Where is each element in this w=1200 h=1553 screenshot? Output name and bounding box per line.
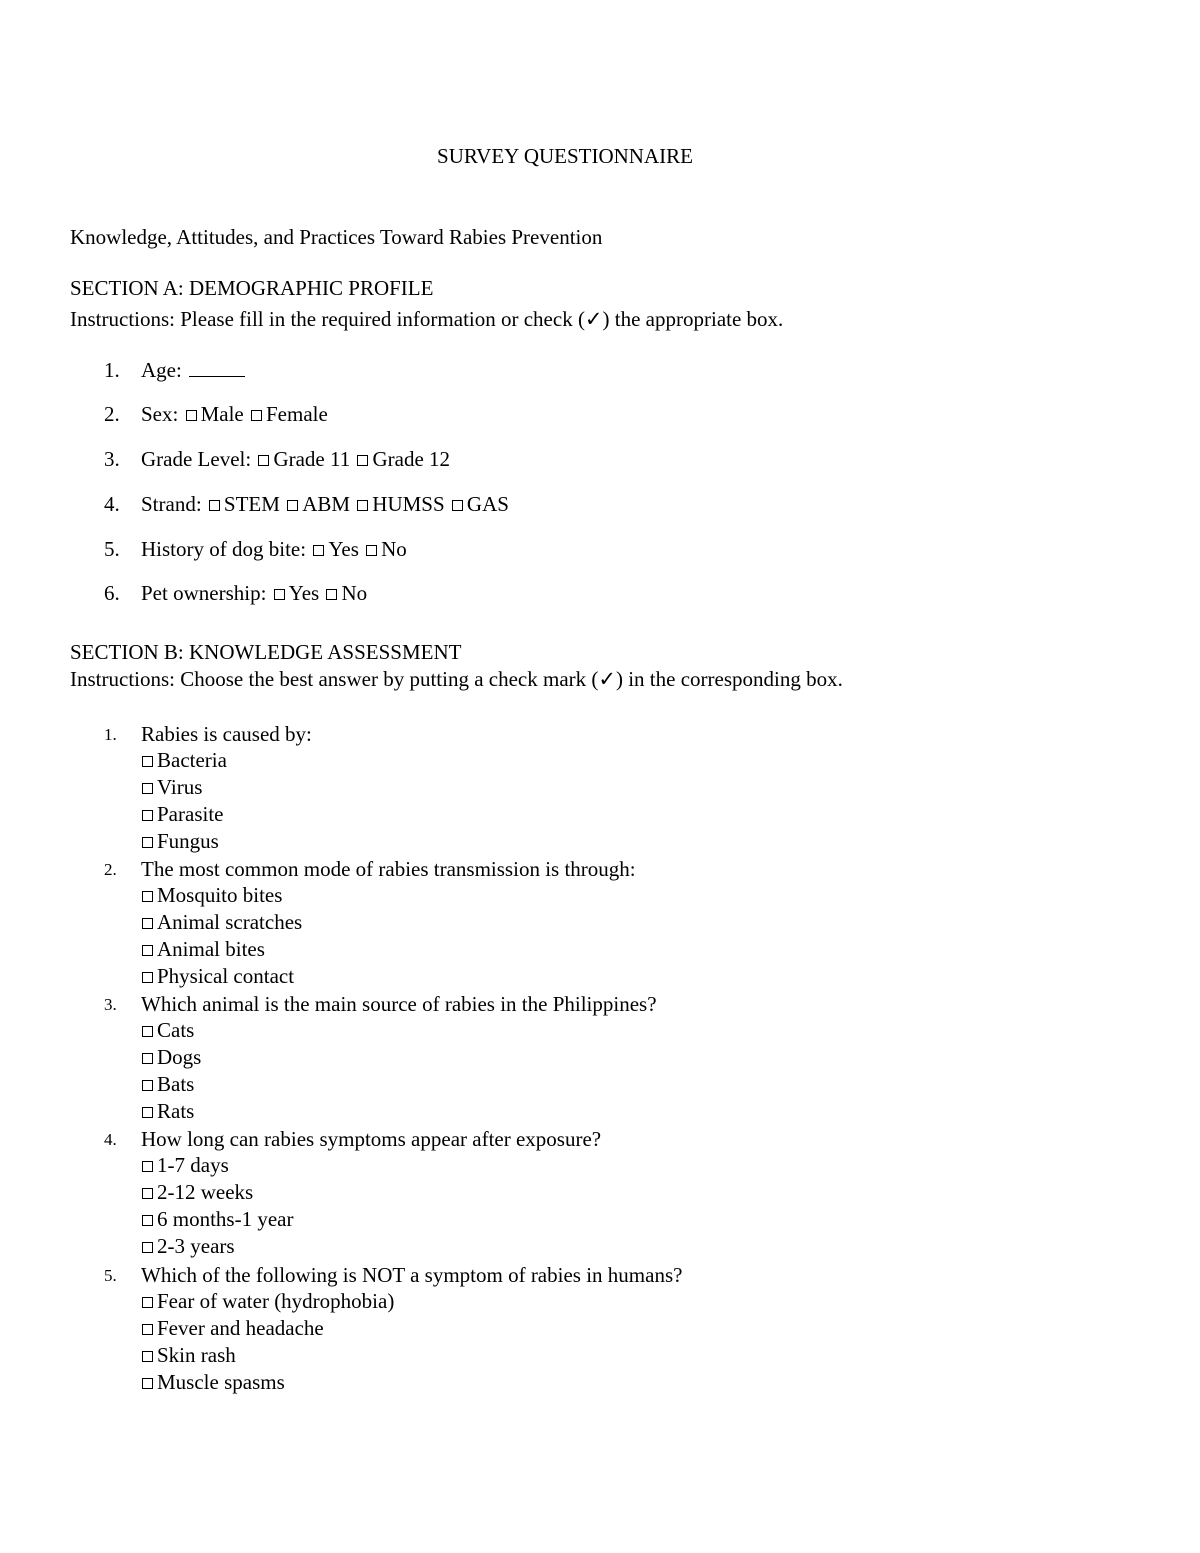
answer-option-label: Bacteria	[157, 748, 227, 772]
age-blank-field[interactable]	[189, 358, 245, 377]
document-subtitle: Knowledge, Attitudes, and Practices Toward Rabies Prevention	[70, 225, 603, 249]
question-number: 5.	[104, 1266, 117, 1285]
answer-option	[141, 1342, 236, 1369]
demographic-item	[141, 579, 367, 607]
checkbox[interactable]	[142, 837, 153, 848]
question-number: 1.	[104, 725, 117, 744]
checkbox[interactable]	[142, 918, 153, 929]
option-label: HUMSS	[372, 492, 445, 516]
answer-option	[141, 1044, 201, 1071]
answer-option-label: 6 months-1 year	[157, 1207, 294, 1231]
answer-option	[141, 1206, 293, 1233]
checkbox[interactable]	[142, 1351, 153, 1362]
demographic-item-number: 6.	[104, 581, 120, 605]
answer-option-label: 1-7 days	[157, 1153, 229, 1177]
answer-option	[141, 1369, 285, 1396]
answer-option	[141, 1017, 194, 1044]
answer-option-label: Fear of water (hydrophobia)	[157, 1289, 395, 1313]
demographic-item-number: 4.	[104, 492, 120, 516]
answer-option-label: Bats	[157, 1072, 195, 1096]
option-label: Yes	[328, 537, 359, 561]
answer-option-label: Parasite	[157, 802, 224, 826]
checkbox[interactable]	[142, 1161, 153, 1172]
option-label: STEM	[223, 492, 280, 516]
question-text: The most common mode of rabies transmission is through:	[141, 857, 636, 881]
answer-option	[141, 774, 202, 801]
checkbox[interactable]	[142, 891, 153, 902]
option-label: Yes	[288, 581, 320, 605]
answer-option	[141, 1098, 194, 1125]
question-text: Which of the following is NOT a symptom of rabies in humans?	[141, 1263, 683, 1287]
option-label: Grade 11	[273, 447, 351, 471]
checkbox[interactable]	[186, 410, 197, 421]
checkbox[interactable]	[287, 500, 298, 511]
checkbox[interactable]	[142, 756, 153, 767]
question-number: 3.	[104, 995, 117, 1014]
demographic-item-label: History of dog bite:	[141, 537, 307, 561]
checkbox[interactable]	[452, 500, 463, 511]
answer-option	[141, 1315, 324, 1342]
checkbox[interactable]	[251, 410, 262, 421]
checkbox[interactable]	[142, 1215, 153, 1226]
answer-option-label: Dogs	[157, 1045, 202, 1069]
section-b-heading: SECTION B: KNOWLEDGE ASSESSMENT	[70, 640, 462, 664]
answer-option	[141, 828, 219, 855]
answer-option-label: Muscle spasms	[157, 1370, 285, 1394]
question-number: 2.	[104, 860, 117, 879]
section-a-instructions: Instructions: Please fill in the required information or check (✓) the appropriate box.	[70, 307, 784, 331]
answer-option	[141, 963, 294, 990]
checkbox[interactable]	[142, 783, 153, 794]
checkbox[interactable]	[258, 455, 269, 466]
checkbox[interactable]	[142, 1053, 153, 1064]
demographic-item	[141, 490, 509, 518]
answer-option-label: Mosquito bites	[157, 883, 283, 907]
answer-option	[141, 1233, 235, 1260]
checkbox[interactable]	[357, 500, 368, 511]
section-a-heading: SECTION A: DEMOGRAPHIC PROFILE	[70, 276, 434, 300]
checkbox[interactable]	[142, 1080, 153, 1091]
demographic-item-label: Sex:	[141, 402, 179, 426]
demographic-item	[141, 356, 245, 384]
demographic-item-number: 3.	[104, 447, 120, 471]
answer-option-label: Animal bites	[157, 937, 265, 961]
option-label: Grade 12	[372, 447, 451, 471]
answer-option	[141, 1152, 229, 1179]
answer-option-label: Rats	[157, 1099, 195, 1123]
demographic-item-label: Grade Level:	[141, 447, 252, 471]
answer-option	[141, 801, 223, 828]
checkbox[interactable]	[313, 545, 324, 556]
question-text: Which animal is the main source of rabies in the Philippines?	[141, 992, 657, 1016]
answer-option	[141, 747, 227, 774]
checkbox[interactable]	[142, 972, 153, 983]
question-number: 4.	[104, 1130, 117, 1149]
answer-option	[141, 882, 282, 909]
checkbox[interactable]	[142, 810, 153, 821]
answer-option	[141, 936, 265, 963]
checkbox[interactable]	[209, 500, 220, 511]
demographic-item-label: Pet ownership:	[141, 581, 267, 605]
checkbox[interactable]	[142, 1297, 153, 1308]
answer-option-label: 2-12 weeks	[157, 1180, 254, 1204]
checkbox[interactable]	[274, 589, 285, 600]
demographic-item-label: Age:	[141, 358, 182, 382]
checkbox[interactable]	[142, 1324, 153, 1335]
checkbox[interactable]	[142, 1026, 153, 1037]
question-text: Rabies is caused by:	[141, 722, 312, 746]
checkbox[interactable]	[366, 545, 377, 556]
answer-option-label: Skin rash	[157, 1343, 236, 1367]
answer-option-label: Virus	[157, 775, 203, 799]
answer-option	[141, 1071, 194, 1098]
answer-option	[141, 1179, 253, 1206]
option-label: No	[381, 537, 407, 561]
section-b-instructions: Instructions: Choose the best answer by putting a check mark (✓) in the corresponding box.	[70, 667, 843, 691]
answer-option-label: 2-3 years	[157, 1234, 235, 1258]
demographic-item-number: 1.	[104, 358, 120, 382]
checkbox[interactable]	[142, 1188, 153, 1199]
checkbox[interactable]	[142, 1378, 153, 1389]
checkbox[interactable]	[142, 1242, 153, 1253]
demographic-item-number: 2.	[104, 402, 120, 426]
demographic-item-label: Strand:	[141, 492, 202, 516]
checkbox[interactable]	[142, 1107, 153, 1118]
checkbox[interactable]	[357, 455, 368, 466]
option-label: ABM	[302, 492, 351, 516]
answer-option-label: Fever and headache	[157, 1316, 324, 1340]
option-label: Male	[200, 402, 244, 426]
option-label: GAS	[466, 492, 509, 516]
demographic-item	[141, 400, 328, 428]
checkbox[interactable]	[142, 945, 153, 956]
answer-option-label: Physical contact	[157, 964, 295, 988]
question-text: How long can rabies symptoms appear after exposure?	[141, 1127, 602, 1151]
answer-option-label: Cats	[157, 1018, 195, 1042]
checkbox[interactable]	[326, 589, 337, 600]
demographic-item	[141, 535, 407, 563]
answer-option-label: Fungus	[157, 829, 219, 853]
option-label: No	[341, 581, 368, 605]
option-label: Female	[266, 402, 328, 426]
demographic-item-number: 5.	[104, 537, 120, 561]
answer-option	[141, 1288, 394, 1315]
document-title: SURVEY QUESTIONNAIRE	[437, 144, 693, 168]
answer-option	[141, 909, 302, 936]
demographic-item	[141, 445, 450, 473]
answer-option-label: Animal scratches	[157, 910, 303, 934]
